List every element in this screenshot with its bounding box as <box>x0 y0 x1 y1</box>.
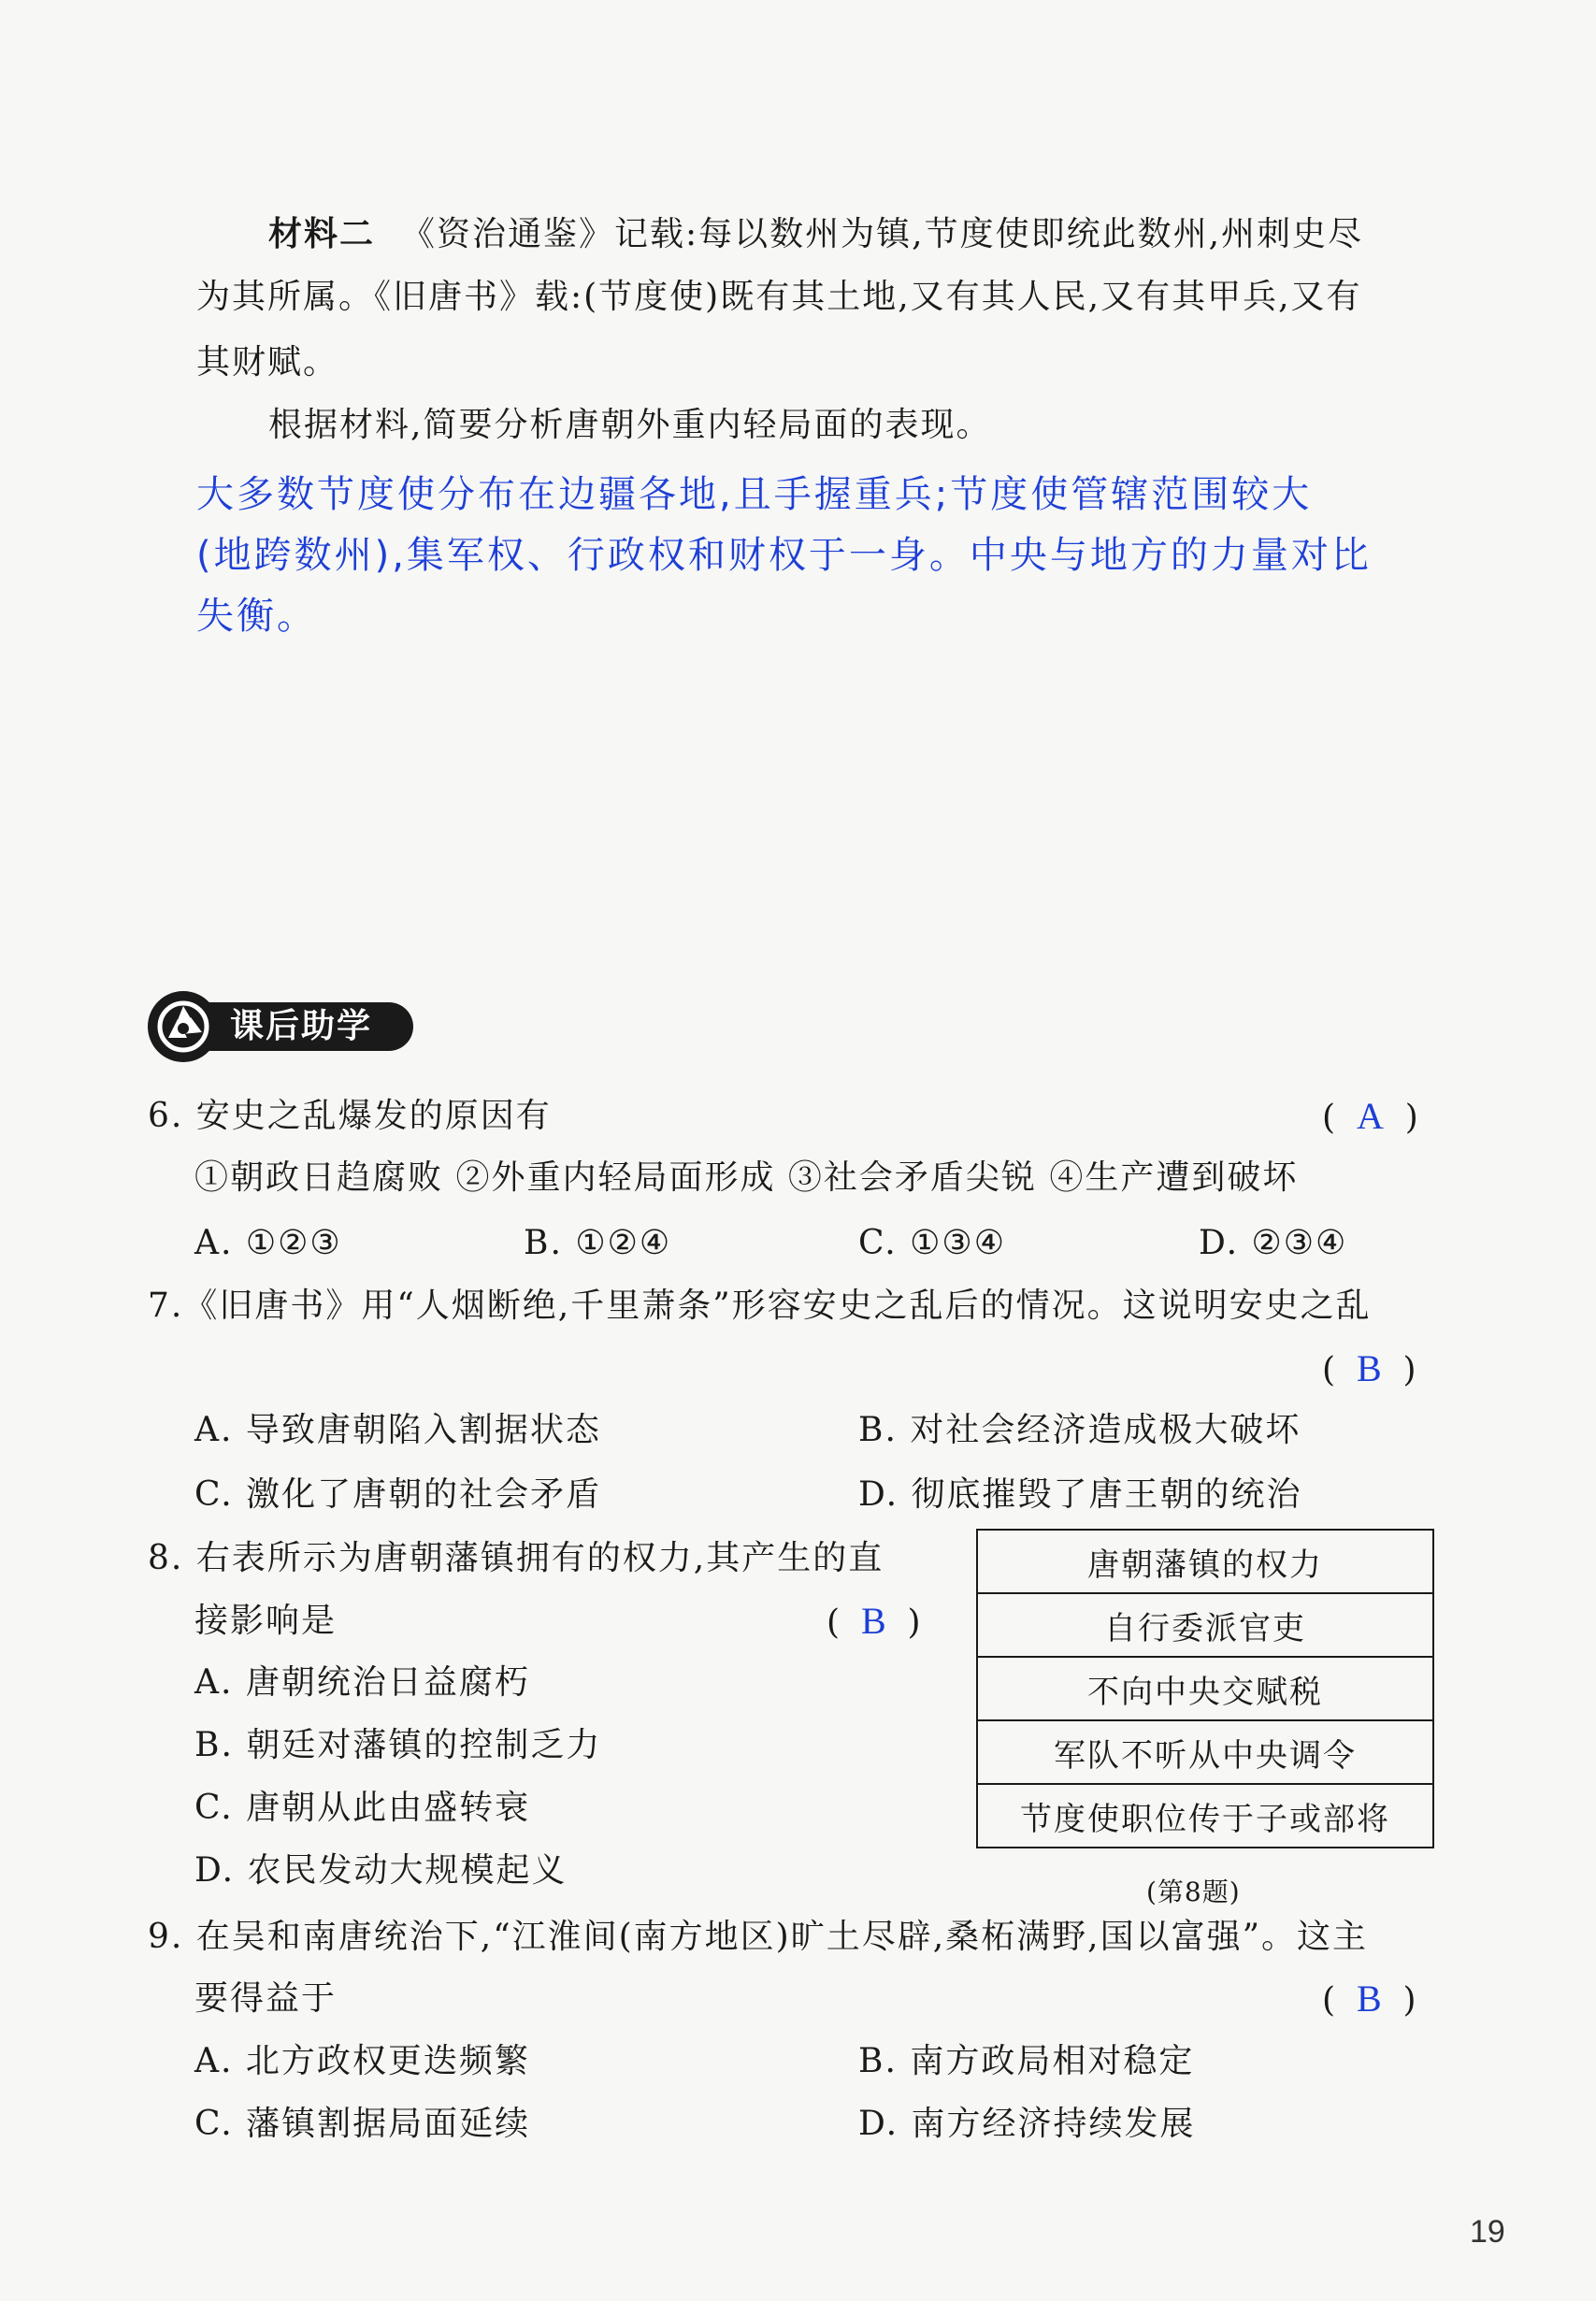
q6-option-b: B. ①②④ <box>524 1224 672 1262</box>
q9-answer: B <box>1356 1977 1382 2020</box>
answer-line1: 大多数节度使分布在边疆各地,且手握重兵;节度使管辖范围较大 <box>196 473 1313 516</box>
table-cell: 军队不听从中央调令 <box>977 1720 1433 1784</box>
table-row <box>977 1784 1433 1848</box>
q6-stem: 6. 安史之乱爆发的原因有 <box>148 1097 552 1135</box>
q9-stem-line1: 9. 在吴和南唐统治下,“江淮间(南方地区)旷土尽辟,桑柘满野,国以富强”。这主 <box>148 1918 1369 1956</box>
q7-answer: B <box>1356 1347 1382 1389</box>
q7-option-a: A. 导致唐朝陷入割据状态 <box>194 1411 601 1449</box>
q7-option-b: B. 对社会经济造成极大破坏 <box>858 1411 1301 1449</box>
q6-option-a: A. ①②③ <box>194 1224 342 1262</box>
q8-stem-line1: 8. 右表所示为唐朝藩镇拥有的权力,其产生的直 <box>148 1539 884 1577</box>
q8-stem-line2: 接影响是 <box>194 1602 338 1640</box>
table-row <box>977 1657 1433 1720</box>
q9-option-c: C. 藩镇割据局面延续 <box>194 2105 531 2143</box>
q7-option-d: D. 彻底摧毁了唐王朝的统治 <box>858 1475 1302 1514</box>
q8-option-c: C. 唐朝从此由盛转衰 <box>194 1789 531 1827</box>
aperture-icon <box>157 1000 209 1053</box>
table-row <box>977 1720 1433 1784</box>
q6-option-c: C. ①③④ <box>858 1224 1006 1262</box>
table-cell: 不向中央交赋税 <box>977 1657 1433 1720</box>
q9-answer-slot: ( B ) <box>1322 1977 1416 2020</box>
q8-table <box>976 1529 1434 1848</box>
section-banner <box>148 991 419 1062</box>
q8-option-a: A. 唐朝统治日益腐朽 <box>194 1663 530 1702</box>
answer-line3: 失衡。 <box>196 595 317 638</box>
page-number: 19 <box>1470 2214 1505 2250</box>
q8-option-b: B. 朝廷对藩镇的控制乏力 <box>194 1726 602 1764</box>
q8-option-d: D. 农民发动大规模起义 <box>194 1851 568 1890</box>
q8-answer-slot: ( B ) <box>827 1600 921 1642</box>
answer-line2: (地跨数州),集军权、行政权和财权于一身。中央与地方的力量对比 <box>196 534 1372 577</box>
table-row <box>977 1530 1433 1593</box>
q9-option-a: A. 北方政权更迭频繁 <box>194 2042 530 2080</box>
section-title: 课后助学 <box>230 1007 373 1045</box>
material2-label: 材料二 <box>268 214 376 253</box>
material2-text-line1: 《资治通鉴》记载:每以数州为镇,节度使即统此数州,州刺史尽 <box>401 215 1364 253</box>
q6-answer-slot: ( A ) <box>1322 1095 1418 1137</box>
q6-answer: A <box>1356 1095 1384 1137</box>
q6-option-d: D. ②③④ <box>1199 1224 1348 1262</box>
q6-items: ①朝政日趋腐败 ②外重内轻局面形成 ③社会矛盾尖锐 ④生产遭到破坏 <box>194 1158 1299 1197</box>
q7-answer-slot: ( B ) <box>1322 1347 1416 1389</box>
q9-option-d: D. 南方经济持续发展 <box>858 2105 1196 2143</box>
table-row <box>977 1593 1433 1657</box>
table-cell: 节度使职位传于子或部将 <box>977 1784 1433 1848</box>
table-cell: 唐朝藩镇的权力 <box>977 1530 1433 1593</box>
material2-line1 <box>268 213 1363 255</box>
material2-line3: 其财赋。 <box>196 343 339 381</box>
q9-option-b: B. 南方政局相对稳定 <box>858 2042 1195 2080</box>
material2-prompt: 根据材料,简要分析唐朝外重内轻局面的表现。 <box>268 406 992 444</box>
q8-answer: B <box>860 1600 886 1642</box>
material2-line2: 为其所属。《旧唐书》载:(节度使)既有其土地,又有其人民,又有其甲兵,又有 <box>196 278 1362 316</box>
table-cell: 自行委派官吏 <box>977 1593 1433 1657</box>
q8-caption: (第8题) <box>1146 1877 1241 1907</box>
q7-stem: 7.《旧唐书》用“人烟断绝,千里萧条”形容安史之乱后的情况。这说明安史之乱 <box>148 1287 1372 1325</box>
q7-option-c: C. 激化了唐朝的社会矛盾 <box>194 1475 602 1514</box>
q9-stem-line2: 要得益于 <box>194 1979 338 2018</box>
